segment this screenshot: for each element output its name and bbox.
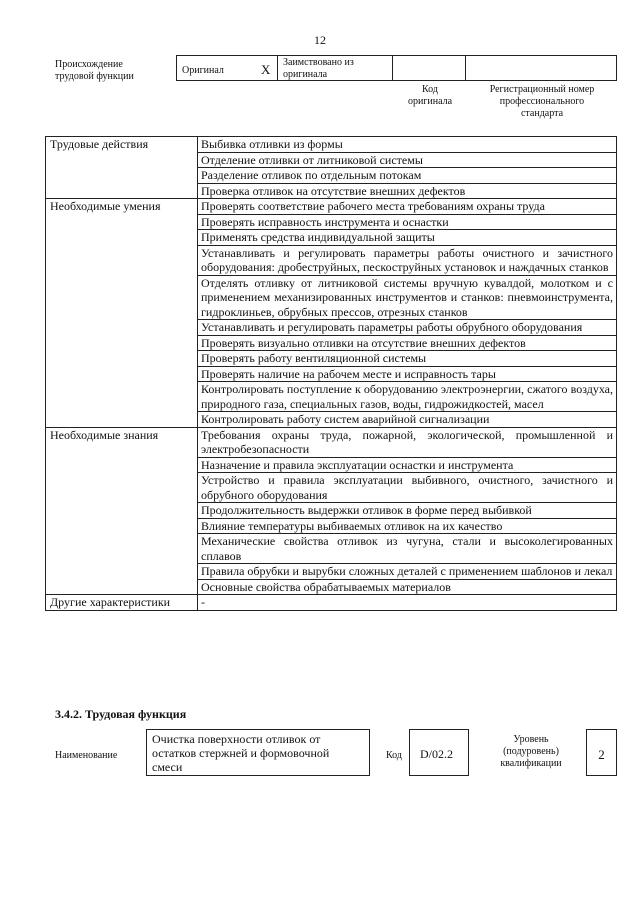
function-name-box: Очистка поверхности отливок от остатков стержней и формовочной смеси (146, 729, 370, 776)
original-label: Оригинал (182, 65, 224, 76)
knowledge-item: Правила обрубки и вырубки сложных деталей с применением шаблонов и лекал (198, 564, 617, 580)
code-label: Код (386, 750, 402, 761)
action-item: Разделение отливок по отдельным потокам (198, 168, 617, 184)
origin-label: Происхождение трудовой функции (55, 59, 134, 82)
knowledge-label: Необходимые знания (46, 427, 198, 595)
knowledge-item: Влияние температуры выбиваемых отливок на их качество (198, 518, 617, 534)
knowledge-item: Основные свойства обрабатываемых материалов (198, 579, 617, 595)
page-number: 12 (314, 33, 326, 47)
knowledge-item: Механические свойства отливок из чугуна, стали и высоколегированных сплавов (198, 534, 617, 564)
skill-item: Проверять визуально отливки на отсутствие внешних дефектов (198, 335, 617, 351)
origin-code-cell (392, 55, 466, 81)
skill-item: Проверять исправность инструмента и оснастки (198, 214, 617, 230)
code-caption: Код оригинала (407, 84, 453, 107)
knowledge-item: Продолжительность выдержки отливок в форме перед выбивкой (198, 503, 617, 519)
code-value: D/02.2 (409, 729, 469, 776)
section-heading: 3.4.2. Трудовая функция (55, 707, 187, 721)
skills-label: Необходимые умения (46, 199, 198, 428)
labor-function-table (45, 136, 617, 611)
other-label: Другие характеристики (46, 595, 198, 611)
skill-item: Устанавливать и регулировать параметры работы обрубного оборудования (198, 320, 617, 336)
skill-item: Проверять работу вентиляционной системы (198, 351, 617, 367)
actions-label: Трудовые действия (46, 137, 198, 199)
skill-item: Контролировать работу систем аварийной сигнализации (198, 412, 617, 428)
skill-item: Контролировать поступление к оборудованию электроэнергии, сжатого воздуха, природного газа, специальных газов, воды, гидрожидкостей, масел (198, 382, 617, 412)
level-label: Уровень (подуровень) квалификации (500, 734, 562, 769)
skill-item: Устанавливать и регулировать параметры работы очистного и зачистного оборудования: дробеструйных, пескоструйных установок и наждачных станков (198, 245, 617, 275)
skill-item: Отделять отливку от литниковой системы вручную кувалдой, молотком и с применением механизированных инструментов и станков: пневмоинструмента, гидроклиньев, обрубных прессов, отрезных станков (198, 275, 617, 320)
level-value: 2 (586, 729, 617, 776)
skill-item: Проверять наличие на рабочем месте и исправность тары (198, 366, 617, 382)
knowledge-item: Требования охраны труда, пожарной, экологической, промышленной и электробезопасности (198, 427, 617, 457)
action-item: Выбивка отливки из формы (198, 137, 617, 153)
other-value: - (198, 595, 617, 611)
knowledge-item: Устройство и правила эксплуатации выбивного, очистного, зачистного и обрубного оборудования (198, 473, 617, 503)
skill-item: Применять средства индивидуальной защиты (198, 230, 617, 246)
origin-borrowed-cell: Заимствовано из оригинала (277, 55, 393, 81)
action-item: Проверка отливок на отсутствие внешних дефектов (198, 183, 617, 199)
action-item: Отделение отливки от литниковой системы (198, 152, 617, 168)
skill-item: Проверять соответствие рабочего места требованиям охраны труда (198, 199, 617, 215)
original-mark: X (261, 62, 271, 77)
reg-number-caption: Регистрационный номер профессионального стандарта (489, 84, 595, 119)
origin-original-cell (176, 55, 278, 81)
knowledge-item: Назначение и правила эксплуатации оснастки и инструмента (198, 457, 617, 473)
name-label: Наименование (55, 750, 118, 761)
origin-reg-number-cell (465, 55, 617, 81)
